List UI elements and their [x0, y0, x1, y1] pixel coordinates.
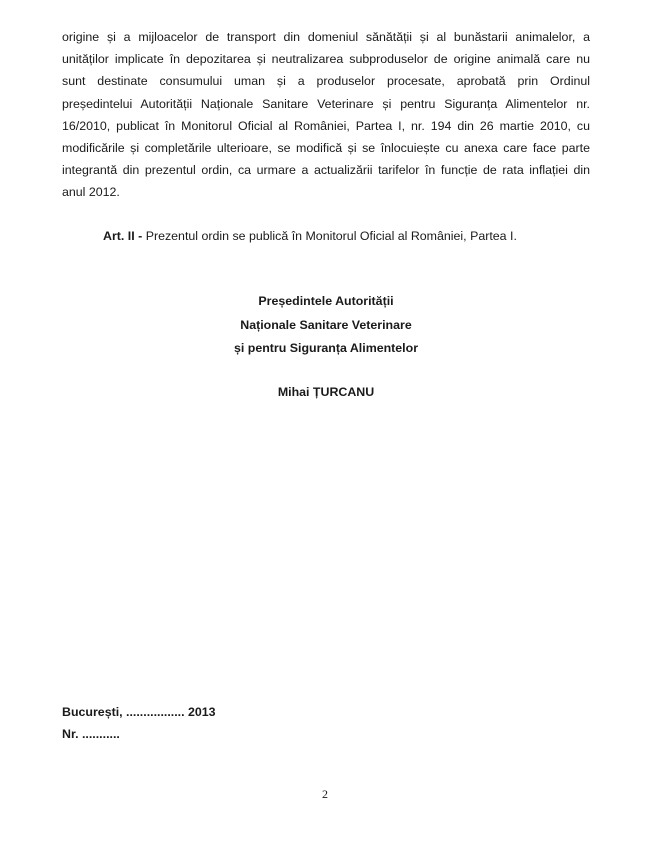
- body-paragraph: [62, 26, 590, 204]
- signature-block: [62, 290, 590, 404]
- paragraph-line: unităților implicate în depozitarea și neutralizarea subproduselor de origine animală care nu: [62, 52, 590, 67]
- signatory-title-line1: Președintele Autorității: [258, 294, 394, 308]
- paragraph-line: integrantă din prezentul ordin, ca urmare a actualizării tarifelor în funcție de rata inflației din: [62, 163, 590, 178]
- document-number: Nr. ...........: [62, 727, 120, 741]
- paragraph-line: origine și a mijloacelor de transport din domeniul sănătății și al bunăstarii animalelor, a: [62, 30, 590, 44]
- place-date: București, ................. 2013: [62, 705, 216, 719]
- paragraph-line: președintelui Autorității Naționale Sanitare Veterinare și pentru Siguranța Alimentelor nr.: [62, 96, 590, 111]
- paragraph-line: sunt destinate consumului uman și a produselor procesate, aprobată prin Ordinul: [62, 74, 590, 89]
- paragraph-line: anul 2012.: [62, 185, 120, 200]
- signatory-title-line2: Naționale Sanitare Veterinare: [240, 317, 412, 332]
- signatory-title-line3: și pentru Siguranța Alimentelor: [233, 341, 419, 355]
- article-2: [103, 225, 517, 247]
- place-date-block: [62, 701, 216, 745]
- article-2-text: Prezentul ordin se publică în Monitorul Oficial al României, Partea I.: [142, 229, 517, 243]
- signatory-name: Mihai ȚURCANU: [277, 384, 375, 399]
- paragraph-line: modificările și completările ulterioare, se modifică și se înlocuiește cu anexa care face parte: [62, 140, 590, 155]
- paragraph-line: 16/2010, publicat în Monitorul Oficial al României, Partea I, nr. 194 din 26 martie 2010, cu: [62, 118, 590, 133]
- article-2-label: Art. II -: [103, 229, 143, 243]
- page-number: 2: [322, 787, 328, 801]
